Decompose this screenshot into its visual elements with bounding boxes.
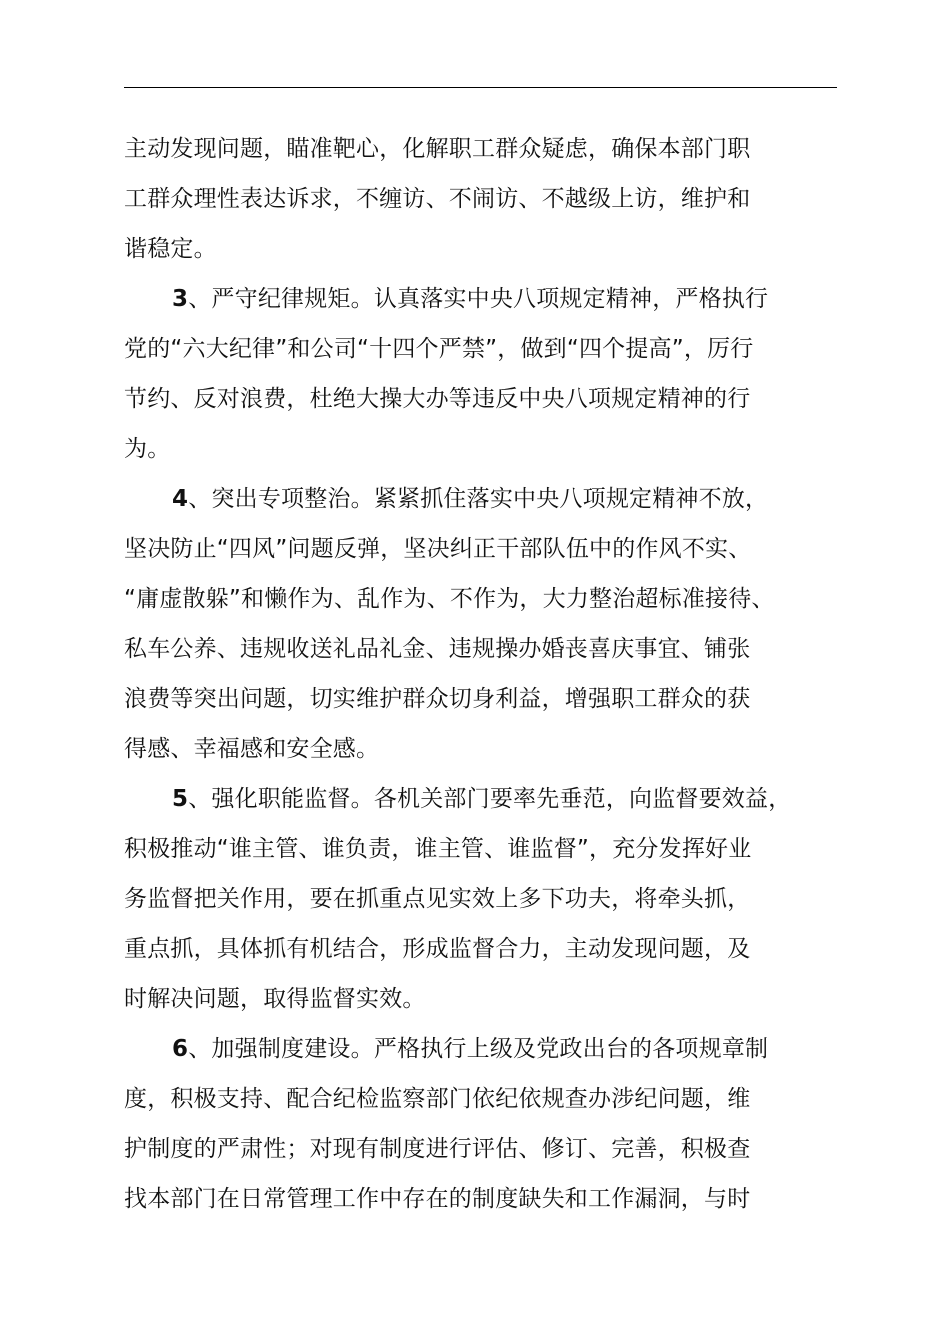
- item-number: 3: [172, 286, 189, 312]
- text-line: 护制度的严肃性；对现有制度进行评估、修订、完善，积极查: [124, 1136, 751, 1162]
- text-line: 工群众理性表达诉求，不缠访、不闹访、不越级上访，维护和: [124, 186, 751, 212]
- text-line: 坚决防止“四风”问题反弹，坚决纠正干部队伍中的作风不实、: [124, 536, 752, 562]
- text-line: 私车公养、违规收送礼品礼金、违规操办婚丧喜庆事宜、铺张: [124, 636, 751, 662]
- header-rule: [124, 87, 837, 88]
- paragraph-3-first-line: [124, 274, 837, 324]
- text-line: 务监督把关作用，要在抓重点见实效上多下功夫，将牵头抓，: [124, 886, 751, 912]
- text-line: 浪费等突出问题，切实维护群众切身利益，增强职工群众的获: [124, 686, 751, 712]
- text-line: 找本部门在日常管理工作中存在的制度缺失和工作漏洞，与时: [124, 1186, 751, 1212]
- paragraph-4-first-line: [124, 474, 837, 524]
- paragraph-5-first-line: [124, 774, 837, 824]
- item-number: 5: [172, 786, 189, 812]
- text-line: 、强化职能监督。各机关部门要率先垂范，向监督要效益，: [188, 786, 792, 812]
- text-line: 主动发现问题，瞄准靶心，化解职工群众疑虑，确保本部门职: [124, 136, 751, 162]
- text-line: 积极推动“谁主管、谁负责，谁主管、谁监督”，充分发挥好业: [124, 836, 752, 862]
- text-line: 、突出专项整治。紧紧抓住落实中央八项规定精神不放，: [188, 486, 769, 512]
- text-line: 得感、幸福感和安全感。: [124, 736, 380, 762]
- text-line: 党的“六大纪律”和公司“十四个严禁”，做到“四个提高”，厉行: [124, 336, 754, 362]
- text-line: 、严守纪律规矩。认真落实中央八项规定精神，严格执行: [188, 286, 769, 312]
- item-number: 6: [172, 1036, 189, 1062]
- text-line: 度，积极支持、配合纪检监察部门依纪依规查办涉纪问题，维: [124, 1086, 751, 1112]
- text-line: 、加强制度建设。严格执行上级及党政出台的各项规章制: [188, 1036, 769, 1062]
- paragraph-6-first-line: [124, 1024, 837, 1074]
- text-line: 谐稳定。: [124, 236, 217, 262]
- text-line: 为。: [124, 436, 171, 462]
- text-line: 时解决问题，取得监督实效。: [124, 986, 426, 1012]
- text-line: 重点抓，具体抓有机结合，形成监督合力，主动发现问题，及: [124, 936, 751, 962]
- document-body: [124, 124, 837, 1224]
- item-number: 4: [172, 486, 189, 512]
- text-line: 节约、反对浪费，杜绝大操大办等违反中央八项规定精神的行: [124, 386, 751, 412]
- text-line: “庸虚散躲”和懒作为、乱作为、不作为，大力整治超标准接待、: [124, 586, 775, 612]
